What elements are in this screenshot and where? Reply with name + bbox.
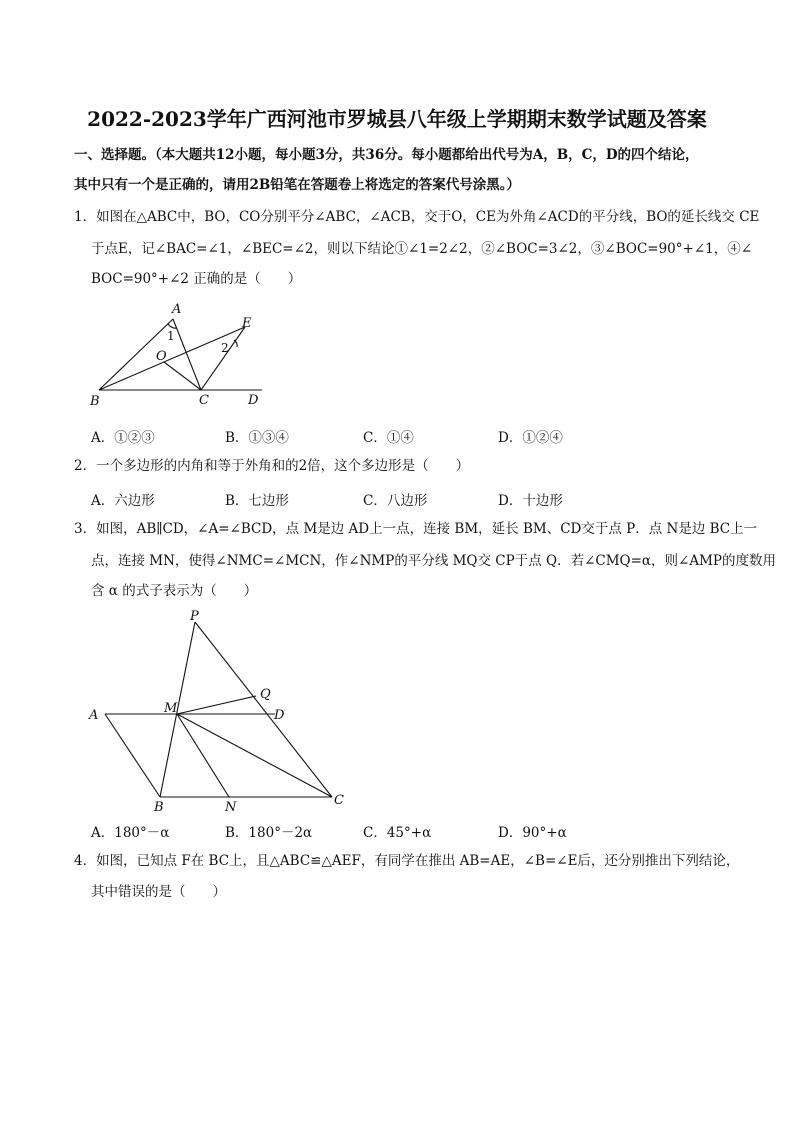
q3-label-Q: Q: [260, 687, 271, 702]
section-instructions-line-1: 一、选择题。（本大题共12小题，每小题3分，共36分。每小题都给出代号为A，B，C，D的四个结论，: [74, 147, 699, 163]
q1-label-O: O: [156, 349, 167, 364]
q1-label-E: E: [242, 316, 252, 331]
q4-text-line-2: 其中错误的是（ ）: [91, 884, 226, 900]
q1-label-angle-1: 1: [167, 329, 175, 343]
q3-label-P: P: [190, 609, 199, 624]
q2-option-d: D．十边形: [498, 493, 563, 509]
q3-text-line-1: 3．如图，AB∥CD，∠A=∠BCD，点 M是边 AD上一点，连接 BM，延长 BM、CD交于点 P．点 N是边 BC上一: [74, 521, 758, 537]
q3-segment-PC: [195, 622, 332, 797]
q3-text-line-2: 点，连接 MN，使得∠NMC=∠MCN，作∠NMP的平分线 MQ交 CP于点 Q．若∠CMQ=α，则∠AMP的度数用: [91, 553, 776, 569]
q3-option-a: A．180°－α: [91, 825, 170, 841]
q3-segment-MC: [177, 714, 332, 797]
q3-segment-MQ: [177, 696, 256, 714]
q3-label-N: N: [225, 800, 237, 815]
q1-option-a: A．①②③: [91, 430, 155, 446]
q2-option-b: B．七边形: [225, 493, 289, 509]
q1-label-D: D: [248, 393, 259, 408]
q2-option-a: A．六边形: [91, 493, 155, 509]
q3-option-b: B．180°－2α: [225, 825, 313, 841]
q3-segment-AB: [105, 714, 160, 797]
q1-option-b: B．①③④: [225, 430, 289, 446]
q1-label-B: B: [90, 394, 100, 409]
q2-text-line-1: 2．一个多边形的内角和等于外角和的2倍，这个多边形是（ ）: [74, 458, 470, 474]
section-instructions-line-2: 其中只有一个是正确的，请用2B铅笔在答题卷上将选定的答案代号涂黑。）: [74, 177, 521, 193]
q1-label-A: A: [172, 302, 182, 317]
q3-label-B: B: [154, 800, 164, 815]
q4-text-line-1: 4．如图，已知点 F在 BC上，且△ABC≌△AEF，有同学在推出 AB=AE，∠B=∠E后，还分别推出下列结论，: [74, 853, 740, 869]
q1-option-d: D．①②④: [498, 430, 563, 446]
q1-label-angle-2: 2: [221, 341, 229, 355]
q3-option-d: D．90°+α: [498, 825, 567, 841]
q3-label-A: A: [89, 708, 99, 723]
q3-option-c: C．45°+α: [363, 825, 432, 841]
q3-segment-MN: [177, 714, 229, 797]
q2-option-c: C．八边形: [363, 493, 428, 509]
q1-label-C: C: [199, 393, 209, 408]
q3-parallelogram-figure: [84, 606, 354, 816]
q3-label-C: C: [334, 793, 344, 808]
q3-label-D: D: [274, 708, 285, 723]
q3-label-M: M: [164, 701, 178, 716]
q1-text-line-1: 1．如图在△ABC中，BO，CO分别平分∠ABC，∠ACB，交于O，CE为外角∠ACD的平分线，BO的延长线交 CE: [74, 209, 760, 225]
q3-text-line-3: 含 α 的式子表示为（ ）: [91, 583, 258, 599]
q1-text-line-2: 于点E，记∠BAC=∠1，∠BEC=∠2，则以下结论①∠1=2∠2，②∠BOC=3∠2，③∠BOC=90°+∠1，④∠: [91, 241, 753, 257]
q1-angle-arc-2: [234, 340, 237, 347]
q1-triangle-figure: [80, 298, 280, 410]
page-title: 2022-2023学年广西河池市罗城县八年级上学期期末数学试题及答案: [87, 107, 707, 131]
q1-option-c: C．①④: [363, 430, 414, 446]
q1-text-line-3: BOC=90°+∠2 正确的是（ ）: [91, 271, 302, 287]
